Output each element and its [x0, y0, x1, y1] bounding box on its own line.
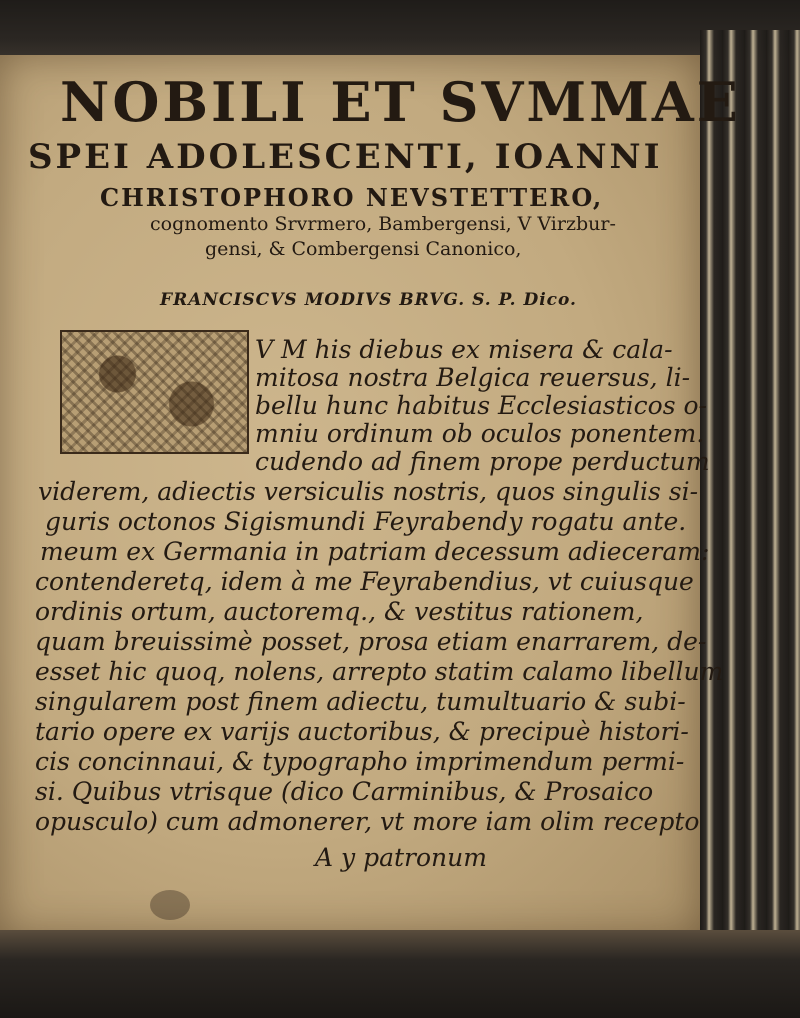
decorated-initial-ornament [60, 330, 249, 454]
title-line-4: cognomento Srvrmero, Bambergensi, V Virzbur- [150, 213, 616, 235]
body-text-line: ordinis ortum, auctoremq., & vestitus rationem, [35, 597, 644, 626]
body-text-line: tario opere ex varijs auctoribus, & precipuè histori- [35, 717, 689, 746]
body-text-line: meum ex Germania in patriam decessum adieceram: [40, 537, 710, 566]
body-text-line: guris octonos Sigismundi Feyrabendy rogatu ante. [45, 507, 687, 536]
title-line-3: CHRISTOPHORO NEVSTETTERO, [100, 183, 604, 212]
body-text-line: opusculo) cum admonerer, vt more iam olim recepto [35, 807, 700, 836]
body-text-line: esset hic quoq, nolens, arrepto statim calamo libellum [35, 657, 724, 686]
body-text-line: A y patronum [315, 843, 487, 872]
body-text-line: singularem post finem adiectu, tumultuario & subi- [35, 687, 686, 716]
initial-text-line: V M his diebus ex misera & cala- [255, 335, 673, 364]
title-line-2: SPEI ADOLESCENTI, IOANNI [28, 137, 663, 177]
initial-text-line: mitosa nostra Belgica reuersus, li- [255, 363, 691, 392]
initial-text-line: cudendo ad finem prope perductum [255, 447, 710, 476]
initial-text-line: mniu ordinum ob oculos ponentem. [255, 419, 705, 448]
initial-text-line: bellu hunc habitus Ecclesiasticos o- [255, 391, 707, 420]
author-line: FRANCISCVS MODIVS BRVG. S. P. Dico. [160, 290, 577, 310]
body-text-line: cis concinnaui, & typographo imprimendum permi- [35, 747, 685, 776]
body-text-line: contenderetq, idem à me Feyrabendius, vt cuiusque [35, 567, 694, 596]
body-text-line: viderem, adiectis versiculis nostris, quos singulis si- [38, 477, 699, 506]
page-bottom-shadow [0, 930, 800, 1018]
book-gutter [700, 30, 800, 1010]
body-text-line: si. Quibus vtrisque (dico Carminibus, & Prosaico [35, 777, 654, 806]
ink-smudge [150, 890, 190, 920]
title-line-1: NOBILI ET SVMMAE [60, 70, 741, 134]
title-line-5: gensi, & Combergensi Canonico, [205, 238, 522, 260]
body-text-line: quam breuissimè posset, prosa etiam enarrarem, de- [35, 627, 707, 656]
